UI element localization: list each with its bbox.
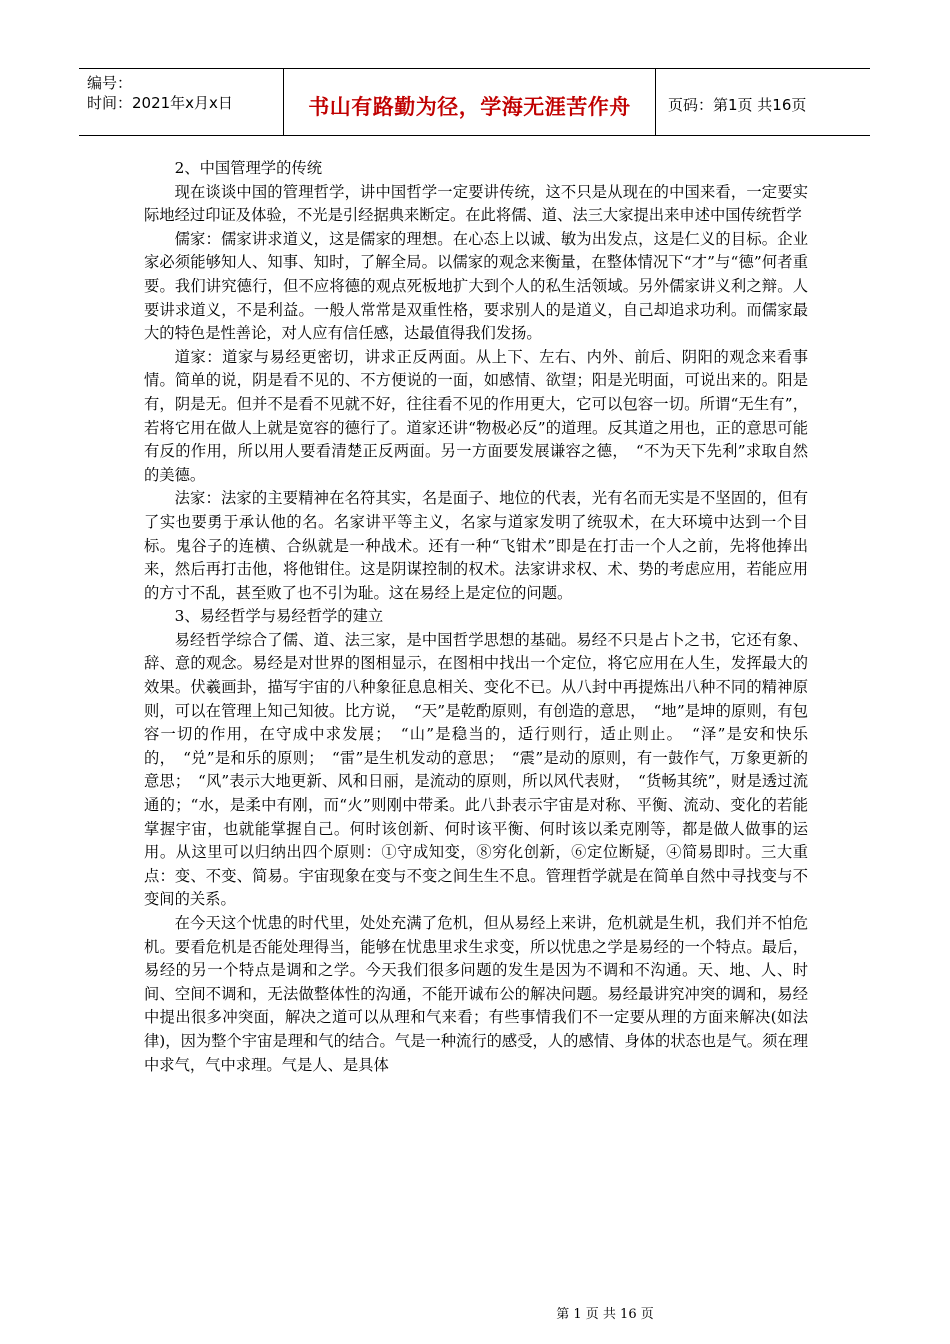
- paragraph-yijing-principles: 易经哲学综合了儒、道、法三家，是中国哲学思想的基础。易经不只是占卜之书，它还有象、辞、意的观念。易经是对世界的图相显示，在图相中找出一个定位，将它应用在人生，发挥最大的效果。伏羲画卦，描写宇宙的八种象征息息相关、变化不已。从八封中再提炼出八种不同的精神原则，可以在管理上知己知彼。比方说， “天”是乾酌原则，有创造的意思， “地”是坤的原则，有包容一切的作用，在守成中求发展； “山”是稳当的，适行则行，适止则止。 “泽”是安和快乐的， “兑”是和乐的原则； “雷”是生机发动的意思； “震”是动的原则，有一鼓作气，万象更新的意思； “风”表示大地更新、风和日丽，是流动的原则，所以风代表财， “货畅其统”，财是透过流通的；“水，是柔中有刚，而“火”则刚中带柔。此八卦表示宇宙是对称、平衡、流动、变化的若能掌握宇宙，也就能掌握自己。何时该创新、何时该平衡、何时该以柔克刚等，都是做人做事的运用。从这里可以归纳出四个原则：①守成知变，⑧穷化创新，⑥定位断疑，④简易即时。三大重点：变、不变、简易。宇宙现象在变与不变之间生生不息。管理哲学就是在简单自然中寻找变与不变间的关系。: [144, 630, 808, 909]
- header-page-info: 页码：第1页 共16页: [668, 95, 807, 114]
- document-number-label: 编号：: [87, 74, 133, 92]
- paragraph-intro: 现在谈谈中国的管理哲学，讲中国哲学一定要讲传统，这不只是从现在的中国来看，一定要实际地经过印证及体验，不光是引经据典来断定。在此将儒、道、法三大家提出来申述中国传统哲学: [144, 182, 808, 225]
- header-motto: 书山有路勤为径，学海无涯苦作舟: [284, 69, 656, 135]
- section-heading-traditions: 2、中国管理学的传统: [174, 159, 322, 177]
- paragraph-legalism: 法家：法家的主要精神在名符其实，名是面子、地位的代表，光有名而无实是不坚固的，但有了实也要勇于承认他的名。名家讲平等主义，名家与道家发明了统驭术，在大环境中达到一个目标。鬼谷子的连横、合纵就是一种战术。还有一种“飞钳术”即是在打击一个人之前，先将他捧出来，然后再打击他，将他钳住。这是阴谋控制的权术。法家讲求权、术、势的考虑应用，若能应用的方寸不乱，甚至败了也不引为耻。这在易经上是定位的问题。: [144, 489, 808, 602]
- document-date-label: 时间：2021年x月x日: [87, 94, 233, 112]
- page-footer: 第 1 页 共 16 页: [556, 1307, 654, 1322]
- header-meta: [79, 69, 284, 135]
- paragraph-confucianism: 儒家：儒家讲求道义，这是儒家的理想。在心态上以诚、敏为出发点，这是仁义的目标。企业家必须能够知人、知事、知时，了解全局。以儒家的观念来衡量，在整体情况下“才”与“德”何者重要。我们讲究德行，但不应将德的观点死板地扩大到个人的私生活领域。另外儒家讲义利之辩。人要讲求道义，不是利益。一般人常常是双重性格，要求别人的是道义，自己却追求功利。而儒家最大的特色是性善论，对人应有信任感，达最值得我们发扬。: [144, 229, 808, 343]
- document-body: [144, 157, 808, 1077]
- page-header: [79, 68, 870, 136]
- section-heading-yijing: 3、易经哲学与易经哲学的建立: [174, 607, 384, 626]
- paragraph-taoism: 道家：道家与易经更密切，讲求正反两面。从上下、左右、内外、前后、阴阳的观念来看事情。简单的说，阴是看不见的、不方便说的一面，如感情、欲望；阳是光明面，可说出来的。阳是有，阴是无。但并不是看不见就不好，往往看不见的作用更大，它可以包容一切。所谓“无生有”，若将它用在做人上就是宽容的德行了。道家还讲“物极必反”的道理。反其道之用也，正的意思可能有反的作用，所以用人要看清楚正反两面。另一方面要发展谦容之德， “不为天下先利”求取自然的美德。: [144, 347, 808, 484]
- paragraph-yijing-harmony: 在今天这个忧患的时代里，处处充满了危机，但从易经上来讲，危机就是生机，我们并不怕危机。要看危机是否能处理得当，能够在忧患里求生求变，所以忧患之学是易经的一个特点。最后，易经的另一个特点是调和之学。今天我们很多问题的发生是因为不调和不沟通。天、地、人、时间、空间不调和，无法做整体性的沟通，不能开诚布公的解决问题。易经最讲究冲突的调和，易经中提出很多冲突面，解决之道可以从理和气来看；有些事情我们不一定要从理的方面来解决(如法律)，因为整个宇宙是理和气的结合。气是一种流行的感受，人的感情、身体的状态也是气。须在理中求气，气中求理。气是人、是具体: [144, 914, 808, 1074]
